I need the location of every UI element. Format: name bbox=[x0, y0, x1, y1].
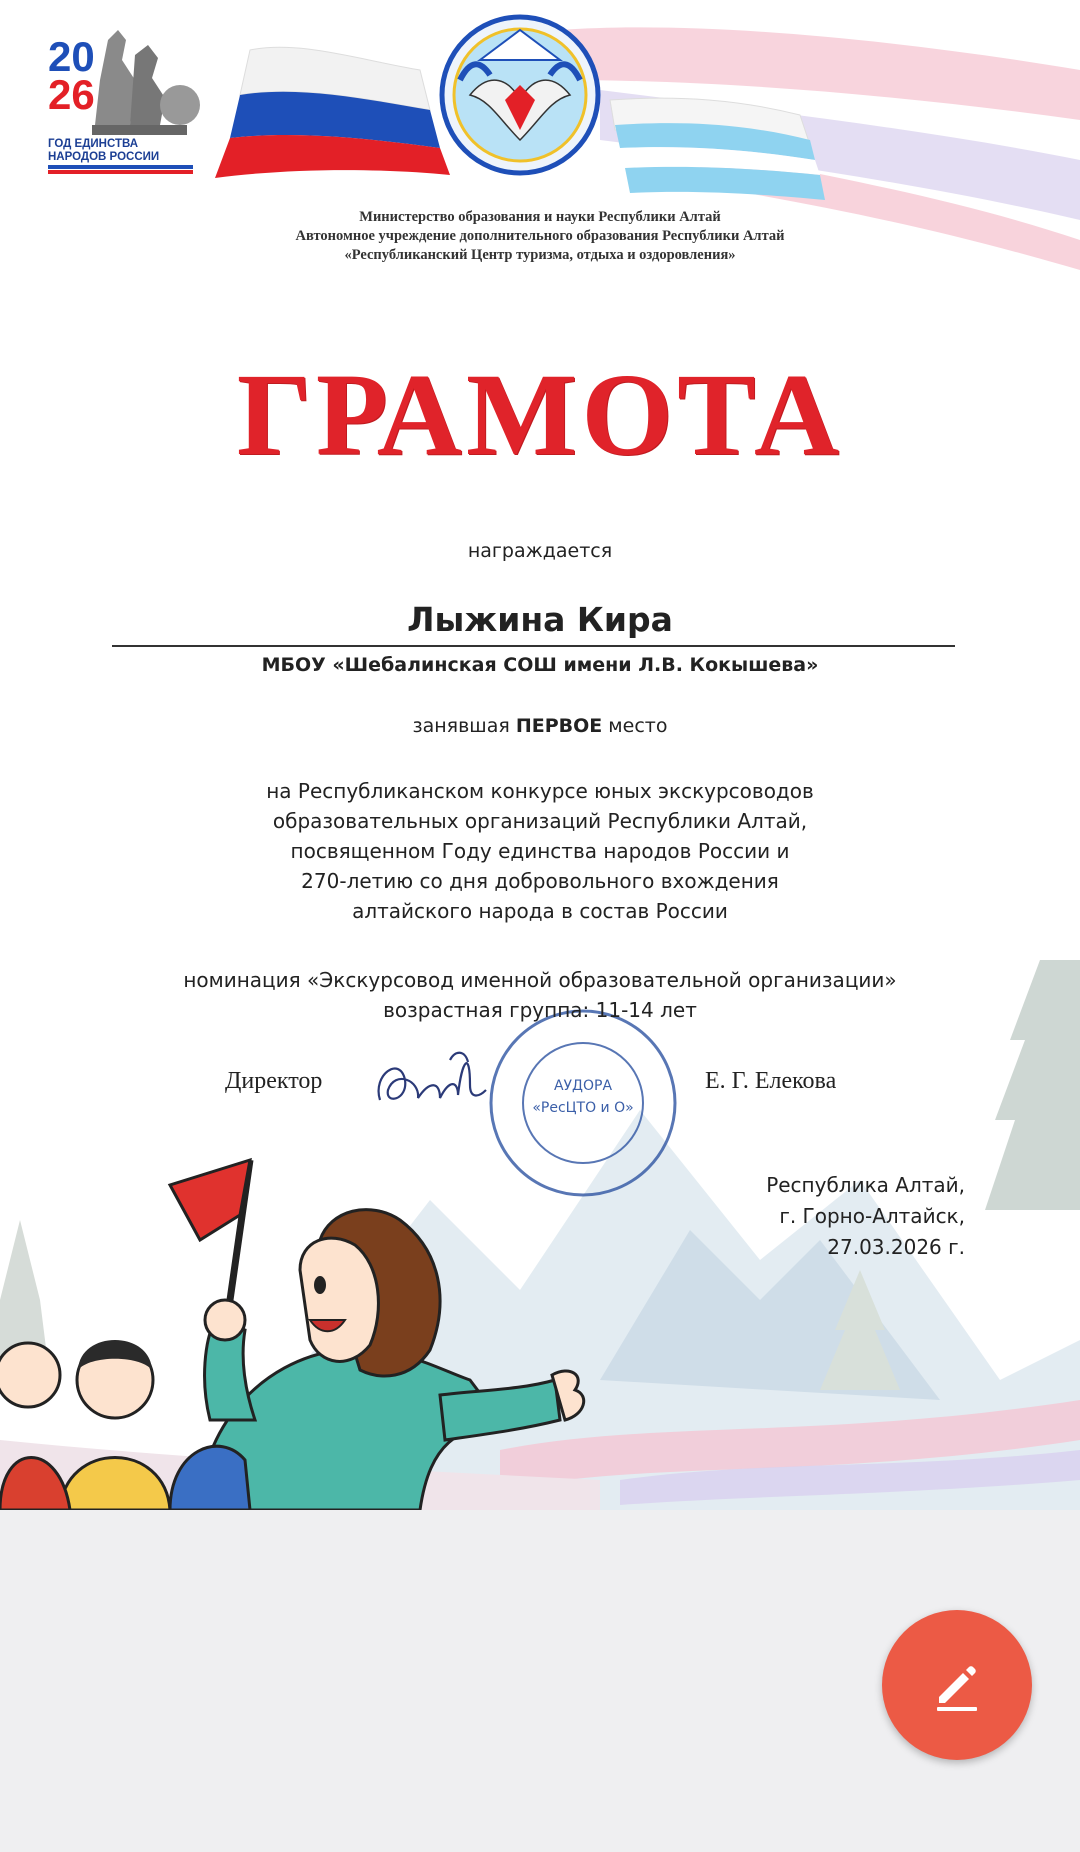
location-line1: Республика Алтай, bbox=[766, 1173, 965, 1197]
ministry-line2: Автономное учреждение дополнительного образования Республики Алтай bbox=[295, 228, 785, 244]
stamp-center-text bbox=[523, 1075, 643, 1119]
director-signature bbox=[379, 1053, 486, 1100]
certificate-title: ГРАМОТА bbox=[236, 349, 844, 480]
contest-line4: 270-летию со дня добровольного вхождения bbox=[301, 869, 779, 893]
logo-caption bbox=[48, 138, 159, 164]
contest-line5: алтайского народа в состав России bbox=[352, 899, 728, 923]
stamp-line2: «РесЦТО и О» bbox=[532, 1100, 634, 1116]
ministry-line1: Министерство образования и науки Республики Алтай bbox=[359, 209, 721, 225]
stamp-line1: АУДОРА bbox=[553, 1078, 613, 1094]
recipient-name: Лыжина Кира bbox=[407, 600, 673, 639]
ministry-line3: «Республиканский Центр туризма, отдыха и оздоровления» bbox=[344, 247, 736, 263]
place-prefix: занявшая bbox=[412, 715, 510, 737]
issue-date: 27.03.2026 г. bbox=[827, 1235, 965, 1259]
place-suffix: место bbox=[608, 715, 668, 737]
russia-flag-graphic bbox=[215, 47, 450, 178]
contest-line3: посвященном Году единства народов России и bbox=[290, 839, 790, 863]
age-group-text: возрастная группа: 11-14 лет bbox=[383, 998, 697, 1022]
place-rank: ПЕРВОЕ bbox=[515, 715, 603, 737]
logo-caption-line1: ГОД ЕДИНСТВА bbox=[48, 138, 139, 150]
pencil-icon bbox=[925, 1653, 989, 1717]
altai-emblem-graphic bbox=[442, 17, 598, 173]
year-top: 20 bbox=[48, 33, 95, 80]
director-label: Директор bbox=[225, 1068, 323, 1094]
year-bottom: 26 bbox=[48, 71, 95, 118]
nomination-text: номинация «Экскурсовод именной образовательной организации» bbox=[183, 968, 897, 992]
location-date-block bbox=[766, 1170, 965, 1263]
nomination-block bbox=[0, 965, 1080, 1025]
contest-line1: на Республиканском конкурсе юных экскурсоводов bbox=[266, 779, 814, 803]
awarded-label: награждается bbox=[467, 540, 613, 562]
contest-description bbox=[0, 776, 1080, 926]
altai-flag-graphic bbox=[610, 98, 825, 200]
contest-line2: образовательных организаций Республики Алтай, bbox=[272, 809, 808, 833]
director-name: Е. Г. Елекова bbox=[705, 1068, 837, 1094]
place-line bbox=[0, 715, 1080, 737]
logo-caption-line2: НАРОДОВ РОССИИ bbox=[48, 151, 160, 163]
year-logo bbox=[48, 33, 198, 118]
ministry-header bbox=[0, 208, 1080, 265]
location-line2: г. Горно-Алтайск, bbox=[779, 1204, 965, 1228]
edit-button[interactable] bbox=[882, 1610, 1032, 1760]
school-name: МБОУ «Шебалинская СОШ имени Л.В. Кокышева» bbox=[261, 654, 819, 676]
recipient-underline bbox=[112, 645, 955, 647]
